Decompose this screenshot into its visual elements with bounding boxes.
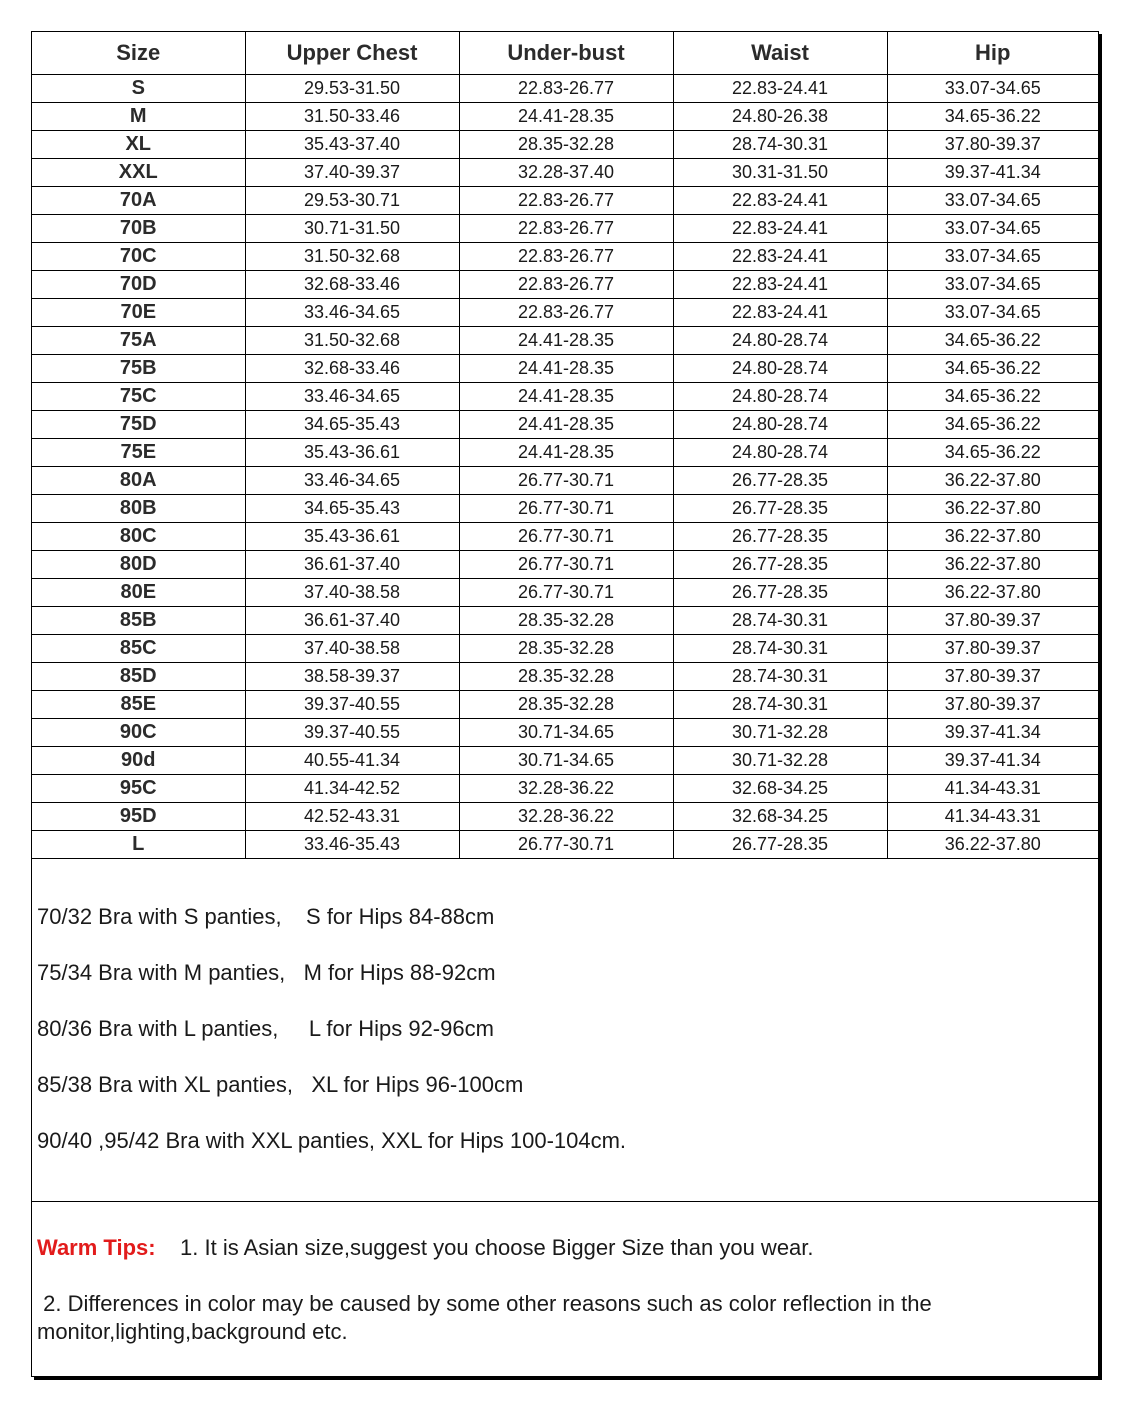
measurement-cell: 30.31-31.50	[673, 159, 887, 187]
measurement-cell: 33.46-34.65	[245, 299, 459, 327]
header-under-bust: Under-bust	[459, 32, 673, 75]
size-chart-frame	[31, 31, 1099, 1377]
table-row	[32, 355, 1098, 383]
measurement-cell: 34.65-35.43	[245, 495, 459, 523]
measurement-cell: 30.71-34.65	[459, 719, 673, 747]
measurement-cell: 34.65-36.22	[887, 411, 1098, 439]
warm-tips	[32, 1202, 1098, 1376]
measurement-cell: 24.41-28.35	[459, 327, 673, 355]
measurement-cell: 36.61-37.40	[245, 607, 459, 635]
tip-line-1	[37, 1234, 1077, 1262]
measurement-cell: 34.65-36.22	[887, 103, 1098, 131]
table-body	[32, 75, 1098, 859]
measurement-cell: 28.35-32.28	[459, 663, 673, 691]
measurement-cell: 28.74-30.31	[673, 131, 887, 159]
measurement-cell: 33.46-34.65	[245, 383, 459, 411]
measurement-cell: 36.22-37.80	[887, 523, 1098, 551]
table-row	[32, 803, 1098, 831]
measurement-cell: 36.61-37.40	[245, 551, 459, 579]
size-cell: 80D	[32, 551, 245, 579]
measurement-cell: 32.68-33.46	[245, 271, 459, 299]
measurement-cell: 32.68-34.25	[673, 803, 887, 831]
measurement-cell: 34.65-36.22	[887, 327, 1098, 355]
measurement-cell: 24.80-28.74	[673, 411, 887, 439]
size-cell: 85E	[32, 691, 245, 719]
table-row	[32, 523, 1098, 551]
measurement-cell: 22.83-26.77	[459, 215, 673, 243]
table-row	[32, 691, 1098, 719]
measurement-cell: 22.83-26.77	[459, 271, 673, 299]
measurement-cell: 32.68-34.25	[673, 775, 887, 803]
header-hip: Hip	[887, 32, 1098, 75]
table-row	[32, 411, 1098, 439]
size-cell: S	[32, 75, 245, 103]
measurement-cell: 38.58-39.37	[245, 663, 459, 691]
table-row	[32, 383, 1098, 411]
size-cell: 80C	[32, 523, 245, 551]
measurement-cell: 37.80-39.37	[887, 635, 1098, 663]
measurement-cell: 34.65-36.22	[887, 383, 1098, 411]
size-cell: 75E	[32, 439, 245, 467]
table-row	[32, 243, 1098, 271]
measurement-cell: 26.77-30.71	[459, 551, 673, 579]
measurement-cell: 24.80-28.74	[673, 355, 887, 383]
measurement-cell: 35.43-36.61	[245, 439, 459, 467]
measurement-cell: 24.80-28.74	[673, 327, 887, 355]
table-row	[32, 635, 1098, 663]
measurement-cell: 28.74-30.31	[673, 607, 887, 635]
measurement-cell: 24.41-28.35	[459, 439, 673, 467]
size-cell: 75D	[32, 411, 245, 439]
note-line: 85/38 Bra with XL panties, XL for Hips 96-100cm	[37, 1072, 524, 1097]
size-cell: 75C	[32, 383, 245, 411]
measurement-cell: 32.68-33.46	[245, 355, 459, 383]
measurement-cell: 24.41-28.35	[459, 411, 673, 439]
size-cell: 85C	[32, 635, 245, 663]
table-row	[32, 75, 1098, 103]
size-cell: 75A	[32, 327, 245, 355]
measurement-cell: 36.22-37.80	[887, 551, 1098, 579]
measurement-cell: 36.22-37.80	[887, 579, 1098, 607]
table-row	[32, 467, 1098, 495]
header-row	[32, 32, 1098, 75]
measurement-cell: 40.55-41.34	[245, 747, 459, 775]
measurement-cell: 37.80-39.37	[887, 607, 1098, 635]
measurement-cell: 26.77-28.35	[673, 551, 887, 579]
table-row	[32, 215, 1098, 243]
measurement-cell: 36.22-37.80	[887, 467, 1098, 495]
measurement-cell: 22.83-24.41	[673, 215, 887, 243]
measurement-cell: 28.74-30.31	[673, 663, 887, 691]
measurement-cell: 22.83-26.77	[459, 187, 673, 215]
table-row	[32, 663, 1098, 691]
measurement-cell: 41.34-42.52	[245, 775, 459, 803]
measurement-cell: 37.40-38.58	[245, 635, 459, 663]
measurement-cell: 24.80-28.74	[673, 439, 887, 467]
measurement-cell: 37.80-39.37	[887, 131, 1098, 159]
size-cell: 70D	[32, 271, 245, 299]
measurement-cell: 33.46-34.65	[245, 467, 459, 495]
size-cell: 95C	[32, 775, 245, 803]
table-row	[32, 831, 1098, 859]
measurement-cell: 39.37-40.55	[245, 691, 459, 719]
measurement-cell: 37.80-39.37	[887, 663, 1098, 691]
tip-line-2: 2. Differences in color may be caused by some other reasons such as color reflection in the monitor,lighting,background etc.	[37, 1291, 938, 1344]
size-cell: 85D	[32, 663, 245, 691]
table-row	[32, 187, 1098, 215]
size-cell: 75B	[32, 355, 245, 383]
measurement-cell: 22.83-24.41	[673, 243, 887, 271]
measurement-cell: 29.53-30.71	[245, 187, 459, 215]
measurement-cell: 28.74-30.31	[673, 691, 887, 719]
measurement-cell: 31.50-33.46	[245, 103, 459, 131]
table-row	[32, 747, 1098, 775]
measurement-cell: 34.65-36.22	[887, 439, 1098, 467]
table-row	[32, 103, 1098, 131]
measurement-cell: 26.77-30.71	[459, 579, 673, 607]
measurement-cell: 28.35-32.28	[459, 607, 673, 635]
measurement-cell: 28.35-32.28	[459, 691, 673, 719]
measurement-cell: 36.22-37.80	[887, 831, 1098, 859]
measurement-cell: 29.53-31.50	[245, 75, 459, 103]
measurement-cell: 41.34-43.31	[887, 775, 1098, 803]
measurement-cell: 33.07-34.65	[887, 271, 1098, 299]
measurement-cell: 26.77-28.35	[673, 831, 887, 859]
measurement-cell: 39.37-40.55	[245, 719, 459, 747]
size-table	[32, 32, 1098, 859]
measurement-cell: 22.83-26.77	[459, 299, 673, 327]
measurement-cell: 39.37-41.34	[887, 159, 1098, 187]
measurement-cell: 24.80-26.38	[673, 103, 887, 131]
table-row	[32, 271, 1098, 299]
measurement-cell: 33.46-35.43	[245, 831, 459, 859]
table-row	[32, 607, 1098, 635]
table-row	[32, 551, 1098, 579]
size-cell: 90d	[32, 747, 245, 775]
measurement-cell: 30.71-32.28	[673, 747, 887, 775]
measurement-cell: 22.83-26.77	[459, 243, 673, 271]
measurement-cell: 26.77-30.71	[459, 831, 673, 859]
size-cell: XXL	[32, 159, 245, 187]
measurement-cell: 33.07-34.65	[887, 215, 1098, 243]
size-cell: 85B	[32, 607, 245, 635]
size-cell: 70C	[32, 243, 245, 271]
table-row	[32, 495, 1098, 523]
measurement-cell: 37.40-38.58	[245, 579, 459, 607]
measurement-cell: 24.80-28.74	[673, 383, 887, 411]
measurement-cell: 34.65-35.43	[245, 411, 459, 439]
header-waist: Waist	[673, 32, 887, 75]
measurement-cell: 39.37-41.34	[887, 719, 1098, 747]
size-cell: 80E	[32, 579, 245, 607]
table-row	[32, 579, 1098, 607]
size-cell: XL	[32, 131, 245, 159]
table-row	[32, 327, 1098, 355]
measurement-cell: 26.77-30.71	[459, 467, 673, 495]
note-line: 75/34 Bra with M panties, M for Hips 88-92cm	[37, 960, 496, 985]
measurement-cell: 30.71-32.28	[673, 719, 887, 747]
measurement-cell: 31.50-32.68	[245, 327, 459, 355]
table-row	[32, 299, 1098, 327]
measurement-cell: 37.80-39.37	[887, 691, 1098, 719]
header-size: Size	[32, 32, 245, 75]
measurement-cell: 26.77-28.35	[673, 579, 887, 607]
note-line: 80/36 Bra with L panties, L for Hips 92-96cm	[37, 1016, 494, 1041]
measurement-cell: 22.83-24.41	[673, 75, 887, 103]
measurement-cell: 41.34-43.31	[887, 803, 1098, 831]
measurement-cell: 26.77-28.35	[673, 495, 887, 523]
size-cell: 95D	[32, 803, 245, 831]
measurement-cell: 35.43-37.40	[245, 131, 459, 159]
measurement-cell: 22.83-24.41	[673, 299, 887, 327]
measurement-cell: 26.77-30.71	[459, 523, 673, 551]
measurement-cell: 28.74-30.31	[673, 635, 887, 663]
measurement-cell: 32.28-36.22	[459, 803, 673, 831]
measurement-cell: 28.35-32.28	[459, 131, 673, 159]
measurement-cell: 22.83-24.41	[673, 187, 887, 215]
measurement-cell: 37.40-39.37	[245, 159, 459, 187]
measurement-cell: 32.28-37.40	[459, 159, 673, 187]
table-row	[32, 775, 1098, 803]
measurement-cell: 30.71-34.65	[459, 747, 673, 775]
size-cell: 80B	[32, 495, 245, 523]
panties-notes	[32, 862, 1098, 1202]
measurement-cell: 34.65-36.22	[887, 355, 1098, 383]
table-row	[32, 439, 1098, 467]
measurement-cell: 33.07-34.65	[887, 187, 1098, 215]
measurement-cell: 32.28-36.22	[459, 775, 673, 803]
measurement-cell: 33.07-34.65	[887, 299, 1098, 327]
size-cell: 70A	[32, 187, 245, 215]
size-cell: M	[32, 103, 245, 131]
warm-tips-label: Warm Tips:	[37, 1235, 156, 1260]
measurement-cell: 26.77-28.35	[673, 523, 887, 551]
measurement-cell: 22.83-26.77	[459, 75, 673, 103]
note-line: 90/40 ,95/42 Bra with XXL panties, XXL for Hips 100-104cm.	[37, 1128, 627, 1153]
tip-1-text: 1. It is Asian size,suggest you choose Bigger Size than you wear.	[180, 1235, 814, 1260]
measurement-cell: 22.83-24.41	[673, 271, 887, 299]
measurement-cell: 35.43-36.61	[245, 523, 459, 551]
measurement-cell: 24.41-28.35	[459, 383, 673, 411]
measurement-cell: 26.77-30.71	[459, 495, 673, 523]
size-cell: L	[32, 831, 245, 859]
table-row	[32, 159, 1098, 187]
measurement-cell: 33.07-34.65	[887, 243, 1098, 271]
measurement-cell: 42.52-43.31	[245, 803, 459, 831]
measurement-cell: 39.37-41.34	[887, 747, 1098, 775]
note-line: 70/32 Bra with S panties, S for Hips 84-88cm	[37, 904, 495, 929]
measurement-cell: 26.77-28.35	[673, 467, 887, 495]
measurement-cell: 31.50-32.68	[245, 243, 459, 271]
measurement-cell: 28.35-32.28	[459, 635, 673, 663]
measurement-cell: 33.07-34.65	[887, 75, 1098, 103]
measurement-cell: 36.22-37.80	[887, 495, 1098, 523]
measurement-cell: 24.41-28.35	[459, 355, 673, 383]
table-row	[32, 131, 1098, 159]
size-cell: 70B	[32, 215, 245, 243]
size-cell: 90C	[32, 719, 245, 747]
header-upper-chest: Upper Chest	[245, 32, 459, 75]
measurement-cell: 24.41-28.35	[459, 103, 673, 131]
table-row	[32, 719, 1098, 747]
measurement-cell: 30.71-31.50	[245, 215, 459, 243]
size-cell: 70E	[32, 299, 245, 327]
size-cell: 80A	[32, 467, 245, 495]
